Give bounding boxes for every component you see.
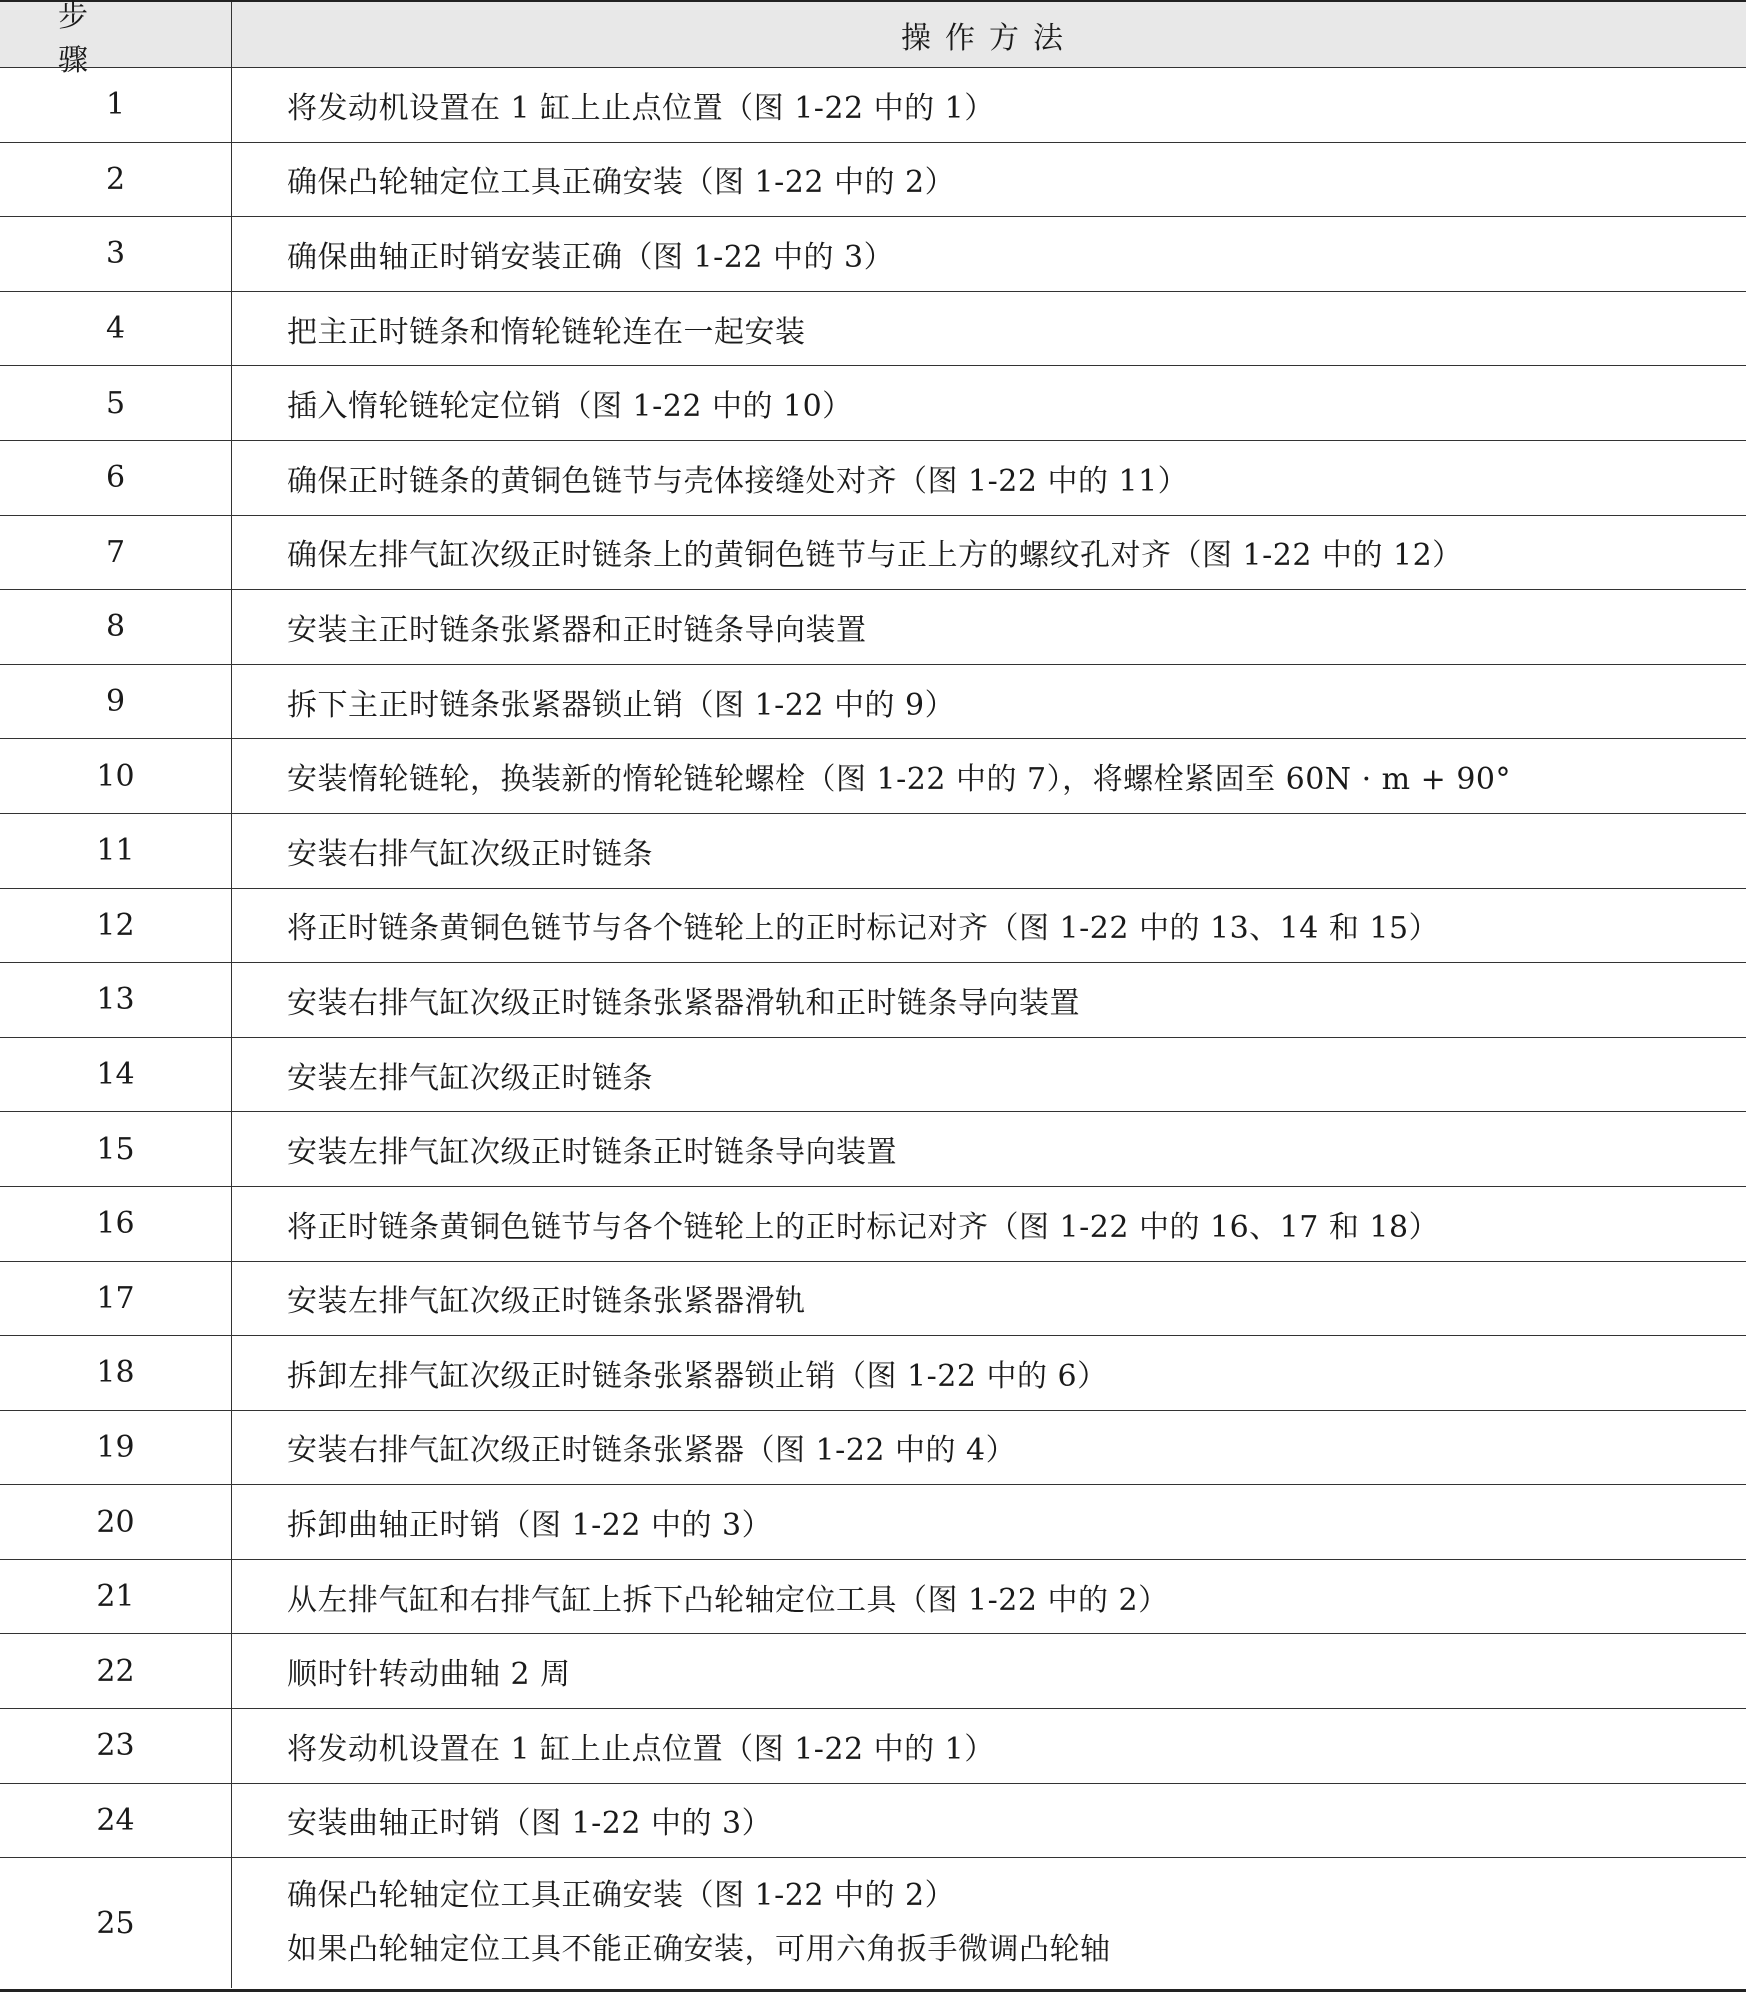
step-method: 插入惰轮链轮定位销（图 1-22 中的 10） [287,389,853,425]
step-method: 安装左排气缸次级正时链条张紧器滑轨 [287,1284,806,1320]
step-method: 将发动机设置在 1 缸上止点位置（图 1-22 中的 1） [287,1731,995,1767]
table-row [0,1112,1746,1187]
step-number: 7 [0,516,232,590]
table-row [0,889,1746,964]
table-row [0,68,1746,143]
table-row [0,1709,1746,1784]
step-number: 25 [0,1858,232,1988]
table-row [0,1336,1746,1411]
table-row-last [0,1858,1746,1988]
step-method: 安装左排气缸次级正时链条 [287,1060,653,1096]
step-method: 将发动机设置在 1 缸上止点位置（图 1-22 中的 1） [287,90,995,126]
step-method: 安装曲轴正时销（图 1-22 中的 3） [287,1806,773,1842]
step-method: 安装右排气缸次级正时链条张紧器（图 1-22 中的 4） [287,1433,1017,1469]
step-number: 4 [0,292,232,366]
step-number: 11 [0,814,232,888]
step-method: 顺时针转动曲轴 2 周 [287,1657,571,1693]
table-row [0,1262,1746,1337]
step-method: 把主正时链条和惰轮链轮连在一起安装 [287,314,806,350]
step-number: 8 [0,590,232,664]
step-method [232,1858,1746,1988]
table-row [0,217,1746,292]
table-row [0,665,1746,740]
step-method: 确保曲轴正时销安装正确（图 1-22 中的 3） [287,239,895,275]
step-number: 13 [0,963,232,1037]
step-method-line-1: 确保凸轮轴定位工具正确安装（图 1-22 中的 2） [287,1878,956,1914]
step-method: 安装左排气缸次级正时链条正时链条导向装置 [287,1135,897,1171]
step-method: 确保凸轮轴定位工具正确安装（图 1-22 中的 2） [287,165,956,201]
step-number: 15 [0,1112,232,1186]
step-number: 22 [0,1634,232,1708]
table-row [0,292,1746,367]
step-number: 21 [0,1560,232,1634]
table-row [0,963,1746,1038]
step-number: 19 [0,1411,232,1485]
table-row [0,1187,1746,1262]
header-method: 操作方法 [901,20,1077,56]
step-number: 24 [0,1784,232,1858]
table-row [0,1485,1746,1560]
step-method: 确保正时链条的黄铜色链节与壳体接缝处对齐（图 1-22 中的 11） [287,463,1189,499]
step-number: 2 [0,143,232,217]
table-row [0,143,1746,218]
step-number: 17 [0,1262,232,1336]
table-header [0,0,1746,78]
table-row [0,590,1746,665]
step-method: 安装右排气缸次级正时链条 [287,836,653,872]
step-number: 10 [0,739,232,813]
table-row [0,441,1746,516]
step-number: 1 [0,68,232,142]
table-row [0,1038,1746,1113]
step-number: 14 [0,1038,232,1112]
table-row [0,814,1746,889]
step-method: 将正时链条黄铜色链节与各个链轮上的正时标记对齐（图 1-22 中的 16、17 和 18） [287,1209,1440,1245]
step-method: 安装右排气缸次级正时链条张紧器滑轨和正时链条导向装置 [287,985,1080,1021]
step-number: 5 [0,366,232,440]
table-row [0,1784,1746,1859]
step-number: 16 [0,1187,232,1261]
step-method: 拆卸曲轴正时销（图 1-22 中的 3） [287,1508,773,1544]
step-method-line-2: 如果凸轮轴定位工具不能正确安装，可用六角扳手微调凸轮轴 [287,1932,1111,1968]
step-method: 安装惰轮链轮，换装新的惰轮链轮螺栓（图 1-22 中的 7），将螺栓紧固至 60N · m + 90° [287,762,1511,798]
step-method: 安装主正时链条张紧器和正时链条导向装置 [287,612,867,648]
table-row [0,739,1746,814]
step-number: 12 [0,889,232,963]
table-row [0,1560,1746,1635]
step-number: 6 [0,441,232,515]
step-number: 20 [0,1485,232,1559]
step-number: 9 [0,665,232,739]
step-number: 18 [0,1336,232,1410]
table-row [0,516,1746,591]
step-method: 从左排气缸和右排气缸上拆下凸轮轴定位工具（图 1-22 中的 2） [287,1582,1169,1618]
table-row [0,366,1746,441]
step-method: 拆卸左排气缸次级正时链条张紧器锁止销（图 1-22 中的 6） [287,1358,1108,1394]
table-row [0,1411,1746,1486]
step-number: 3 [0,217,232,291]
step-number: 23 [0,1709,232,1783]
step-method: 拆下主正时链条张紧器锁止销（图 1-22 中的 9） [287,687,956,723]
step-method: 确保左排气缸次级正时链条上的黄铜色链节与正上方的螺纹孔对齐（图 1-22 中的 12） [287,538,1463,574]
table-row [0,1634,1746,1709]
step-method: 将正时链条黄铜色链节与各个链轮上的正时标记对齐（图 1-22 中的 13、14 和 15） [287,911,1440,947]
header-step: 步骤 [0,2,232,67]
